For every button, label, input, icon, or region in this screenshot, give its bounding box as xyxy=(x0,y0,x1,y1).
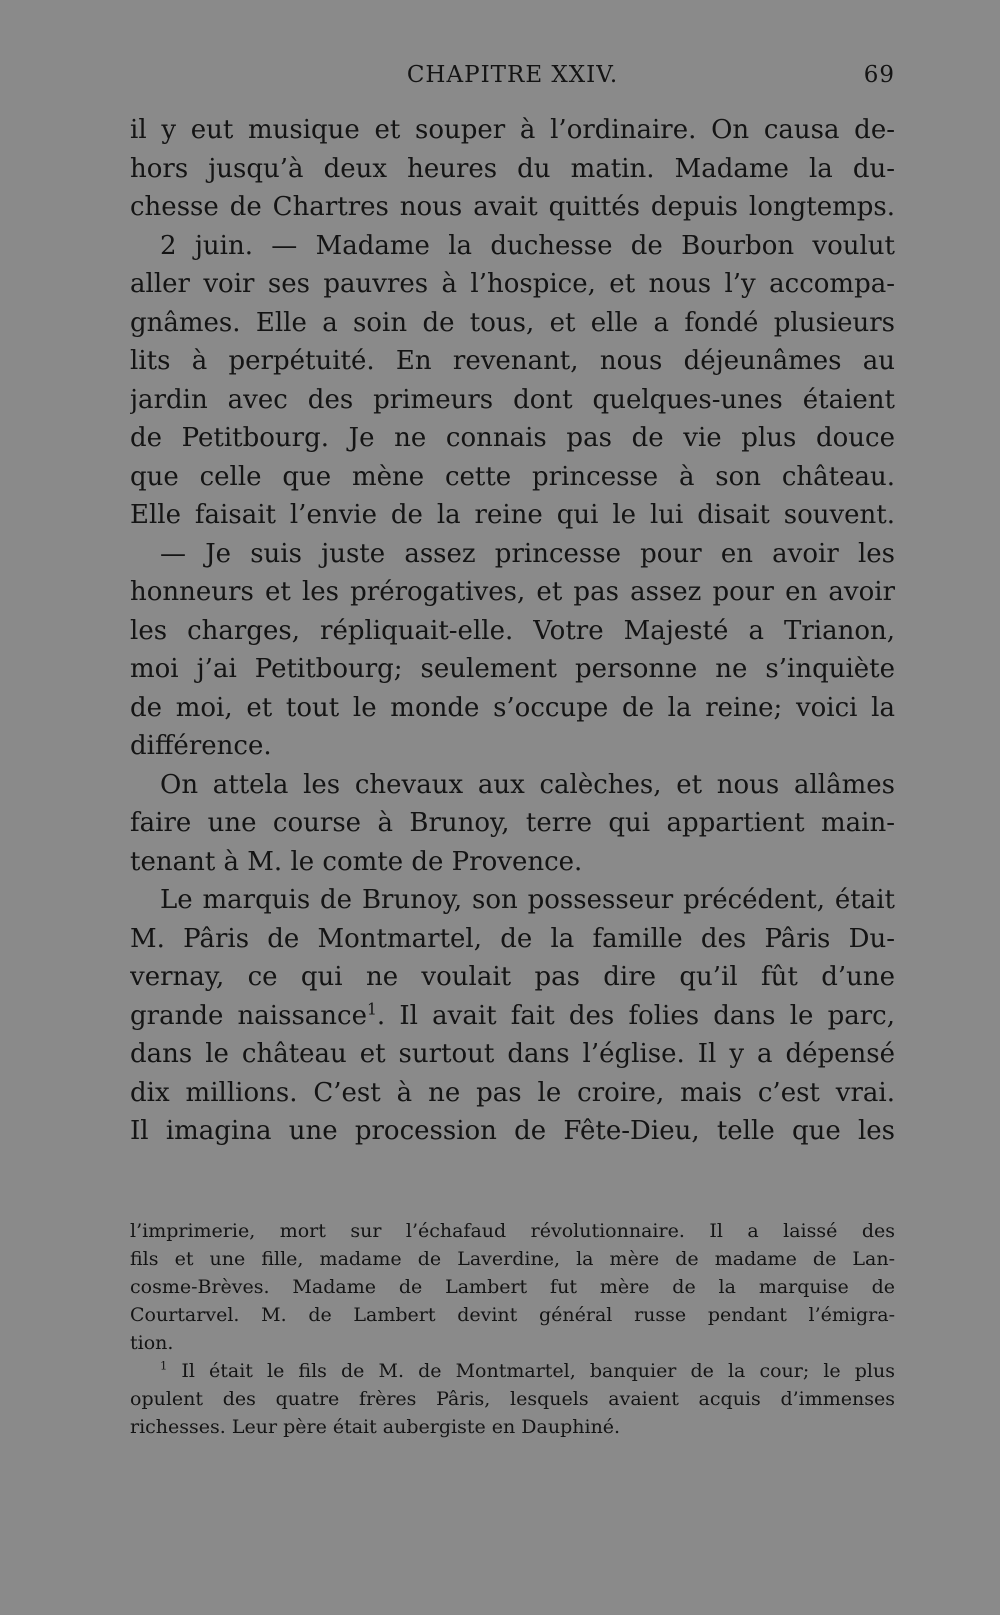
text-line: différence. xyxy=(130,731,272,761)
text-line: Le marquis de Brunoy, son possesseur précédent, était xyxy=(160,885,895,915)
footnote-line: Courtarvel. M. de Lambert devint général russe pendant l’émigra- xyxy=(130,1304,895,1326)
footnote-line: cosme-Brèves. Madame de Lambert fut mère de la marquise de xyxy=(130,1276,895,1298)
footnote-marker: 1 xyxy=(160,1358,168,1373)
text-line: les charges, répliquait-elle. Votre Majesté a Trianon, xyxy=(130,615,895,646)
text-line: aller voir ses pauvres à l’hospice, et nous l’y accompa- xyxy=(130,269,895,299)
text-line: il y eut musique et souper à l’ordinaire. On causa de- xyxy=(130,115,895,145)
footnote-line: fils et une fille, madame de Laverdine, la mère de madame de Lan- xyxy=(130,1248,895,1270)
text-line: On attela les chevaux aux calèches, et nous allâmes xyxy=(160,769,895,800)
text-line: que celle que mène cette princesse à son château. xyxy=(130,461,895,492)
footnote-line: opulent des quatre frères Pâris, lesquels avaient acquis d’immenses xyxy=(130,1388,895,1410)
text-segment: Il était le fils de M. de Montmartel, banquier de la cour; le plus xyxy=(181,1360,895,1382)
body-text xyxy=(130,111,895,1151)
text-line: dans le château et surtout dans l’église. Il y a dépensé xyxy=(130,1039,895,1069)
text-line: Elle faisait l’envie de la reine qui le lui disait souvent. xyxy=(130,500,895,530)
text-line: de moi, et tout le monde s’occupe de la reine; voici la xyxy=(130,692,895,723)
text-segment: . Il avait fait des folies dans le parc, xyxy=(376,1000,895,1031)
text-line: faire une course à Brunoy, terre qui appartient main- xyxy=(130,808,895,838)
text-line: M. Pâris de Montmartel, de la famille des Pâris Du- xyxy=(130,923,895,954)
running-title: CHAPITRE XXIV. xyxy=(406,62,619,88)
running-head xyxy=(130,62,895,98)
text-line: hors jusqu’à deux heures du matin. Madame la du- xyxy=(130,153,895,184)
page-number: 69 xyxy=(863,62,895,88)
text-line: moi j’ai Petitbourg; seulement personne ne s’inquiète xyxy=(130,654,895,684)
text-line: dix millions. C’est à ne pas le croire, mais c’est vrai. xyxy=(130,1077,895,1108)
footnote-line: tion. xyxy=(130,1332,174,1354)
footnote-line: richesses. Leur père était aubergiste en Dauphiné. xyxy=(130,1416,621,1438)
text-line: jardin avec des primeurs dont quelques-unes étaient xyxy=(130,384,895,415)
text-line: de Petitbourg. Je ne connais pas de vie plus douce xyxy=(130,423,895,453)
text-line: honneurs et les prérogatives, et pas assez pour en avoir xyxy=(130,577,895,607)
text-line xyxy=(130,997,895,1036)
text-line: Il imagina une procession de Fête-Dieu, telle que les xyxy=(130,1116,895,1146)
text-line: chesse de Chartres nous avait quittés depuis longtemps. xyxy=(130,192,895,222)
text-segment: grande naissance xyxy=(130,1000,367,1031)
text-line: gnâmes. Elle a soin de tous, et elle a fondé plusieurs xyxy=(130,307,895,338)
text-line: lits à perpétuité. En revenant, nous déjeunâmes au xyxy=(130,346,895,376)
footnote-line: l’imprimerie, mort sur l’échafaud révolutionnaire. Il a laissé des xyxy=(130,1220,895,1242)
text-line: 2 juin. — Madame la duchesse de Bourbon voulut xyxy=(160,230,895,261)
text-line: — Je suis juste assez princesse pour en avoir les xyxy=(160,538,895,569)
footnote-reference: 1 xyxy=(366,999,377,1018)
text-line: tenant à M. le comte de Provence. xyxy=(130,846,583,877)
footnotes xyxy=(130,1217,895,1441)
text-line: vernay, ce qui ne voulait pas dire qu’il fût d’une xyxy=(130,962,895,992)
footnote-line xyxy=(130,1357,895,1385)
